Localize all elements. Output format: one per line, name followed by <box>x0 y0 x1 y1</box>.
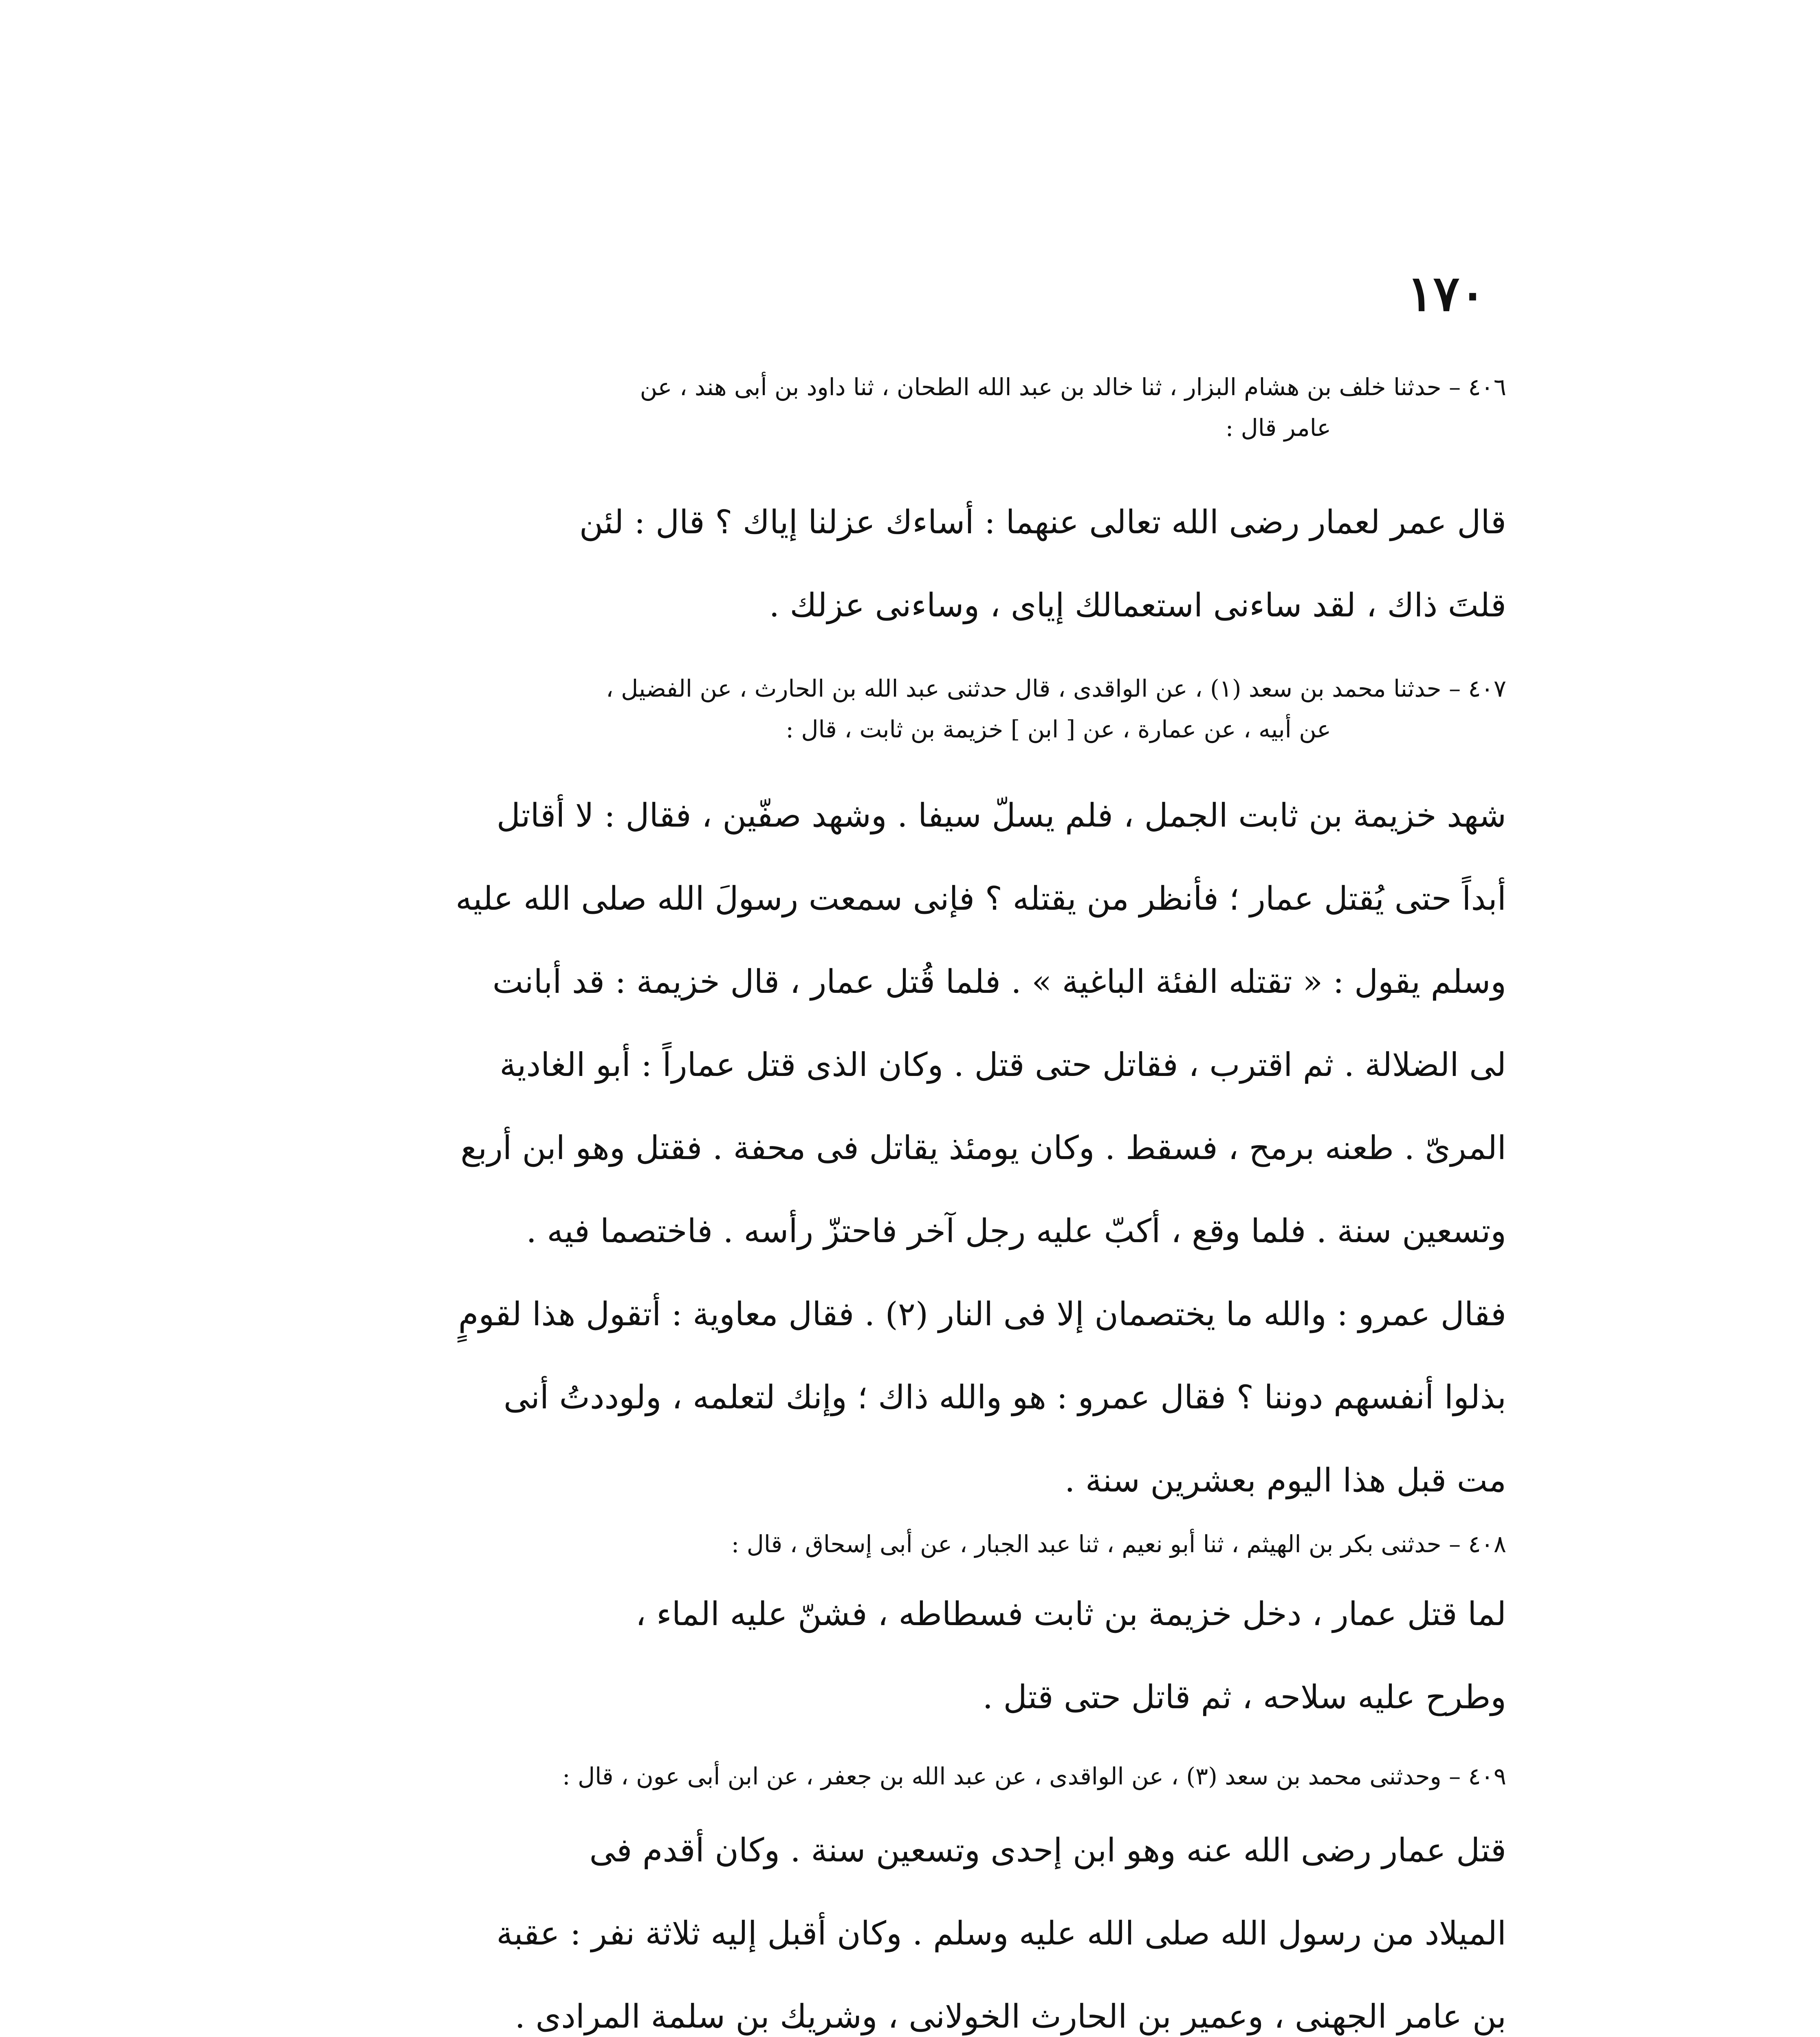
isnad-408 <box>300 1524 1506 1564</box>
hadith-text-409 <box>300 1809 1506 2037</box>
text-line: بن عامر الجهنى ، وعمير بن الحارث الخولانى ، وشريك بن سلمة المرادى . <box>515 1997 1506 2035</box>
isnad-line: عامر قال : <box>1225 414 1331 442</box>
hadith-text-406 <box>300 481 1506 647</box>
isnad-line: عن أبيه ، عن عمارة ، عن [ ابن ] خزيمة بن ثابت ، قال : <box>786 715 1331 743</box>
isnad-407 <box>300 668 1506 750</box>
isnad-line: ٤٠٩ – وحدثنى محمد بن سعد (٣) ، عن الواقدى ، عن عبد الله بن جعفر ، عن ابن أبى عون ، قال : <box>562 1762 1506 1790</box>
text-line: الميلاد من رسول الله صلى الله عليه وسلم . وكان أقبل إليه ثلاثة نفر : عقبة <box>496 1914 1506 1952</box>
text-line: قلتَ ذاك ، لقد ساءنى استعمالك إياى ، وساءنى عزلك . <box>769 586 1506 624</box>
page-number: ١٧٠ <box>1407 265 1486 322</box>
text-line: لى الضلالة . ثم اقترب ، فقاتل حتى قتل . وكان الذى قتل عماراً : أبو الغادية <box>500 1046 1506 1084</box>
text-line: وسلم يقول : « تقتله الفئة الباغية » . فلما قُتل عمار ، قال خزيمة : قد أبانت <box>492 963 1506 1001</box>
text-line: شهد خزيمة بن ثابت الجمل ، فلم يسلّ سيفا . وشهد صفّين ، فقال : لا أقاتل <box>496 796 1506 834</box>
isnad-406 <box>300 367 1506 448</box>
text-line: لما قتل عمار ، دخل خزيمة بن ثابت فسطاطه ، فشنّ عليه الماء ، <box>635 1595 1506 1633</box>
isnad-409 <box>300 1756 1506 1797</box>
text-line: وطرح عليه سلاحه ، ثم قاتل حتى قتل . <box>982 1678 1506 1716</box>
text-line: بذلوا أنفسهم دوننا ؟ فقال عمرو : هو والله ذاك ؛ وإنك لتعلمه ، ولوددتُ أنى <box>503 1378 1506 1416</box>
text-line: وتسعين سنة . فلما وقع ، أكبّ عليه رجل آخر فاحتزّ رأسه . فاختصما فيه . <box>526 1212 1506 1250</box>
isnad-line: ٤٠٦ – حدثنا خلف بن هشام البزار ، ثنا خالد بن عبد الله الطحان ، ثنا داود بن أبى هند ، عن <box>640 373 1506 401</box>
isnad-line: ٤٠٨ – حدثنى بكر بن الهيثم ، ثنا أبو نعيم ، ثنا عبد الجبار ، عن أبى إسحاق ، قال : <box>731 1530 1506 1558</box>
isnad-line: ٤٠٧ – حدثنا محمد بن سعد (١) ، عن الواقدى ، قال حدثنى عبد الله بن الحارث ، عن الفضيل ، <box>606 675 1506 702</box>
text-line: فقال عمرو : والله ما يختصمان إلا فى النار (٢) . فقال معاوية : أتقول هذا لقومٍ <box>458 1295 1506 1333</box>
text-line: المرىّ . طعنه برمح ، فسقط . وكان يومئذ يقاتل فى محفة . فقتل وهو ابن أربع <box>460 1129 1506 1167</box>
hadith-text-407 <box>300 774 1506 1522</box>
text-line: قتل عمار رضى الله عنه وهو ابن إحدى وتسعين سنة . وكان أقدم فى <box>589 1831 1506 1869</box>
text-line: أبداً حتى يُقتل عمار ؛ فأنظر من يقتله ؟ فإنى سمعت رسولَ الله صلى الله عليه <box>456 880 1506 917</box>
hadith-text-408 <box>300 1573 1506 1739</box>
text-line: مت قبل هذا اليوم بعشرين سنة . <box>1065 1461 1506 1499</box>
text-line: قال عمر لعمار رضى الله تعالى عنهما : أساءك عزلنا إياك ؟ قال : لئن <box>579 503 1506 541</box>
